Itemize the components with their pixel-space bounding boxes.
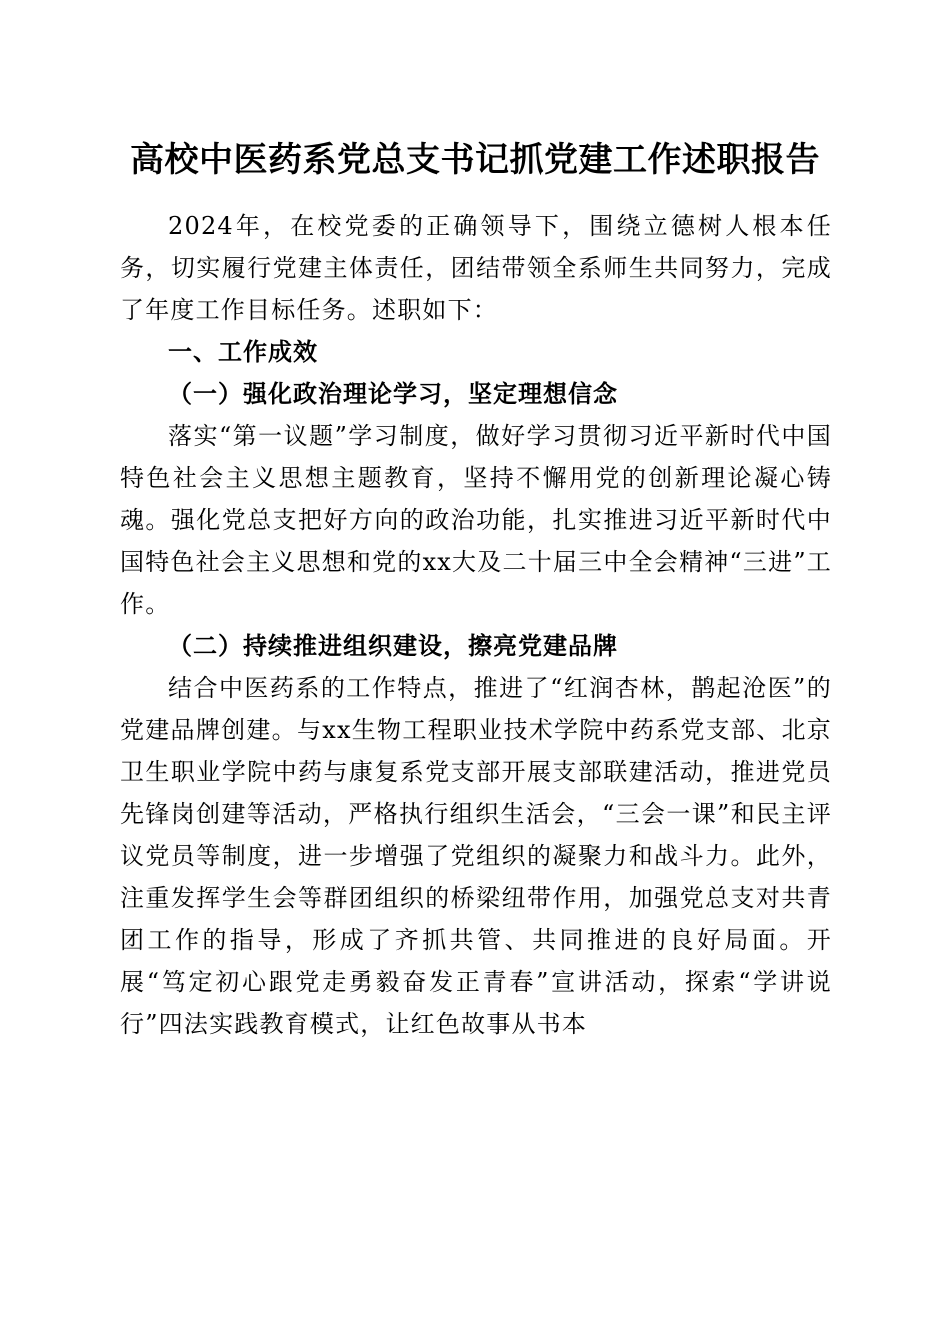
document-body: [120, 205, 832, 1045]
paragraph-organization-building: 结合中医药系的工作特点，推进了“红润杏林，鹊起沧医”的党建品牌创建。与xx生物工程职业技术学院中药系党支部、北京卫生职业学院中药与康复系党支部开展支部联建活动，推进党员先锋岗创建等活动，严格执行组织生活会，“三会一课”和民主评议党员等制度，进一步增强了党组织的凝聚力和战斗力。此外，注重发挥学生会等群团组织的桥梁纽带作用，加强党总支对共青团工作的指导，形成了齐抓共管、共同推进的良好局面。开展“笃定初心跟党走勇毅奋发正青春”宣讲活动，探索“学讲说行”四法实践教育模式，让红色故事从书本: [120, 674, 832, 1038]
subsection-heading-political-study: （一）强化政治理论学习，坚定理想信念: [168, 379, 618, 408]
document-title: 高校中医药系党总支书记抓党建工作述职报告: [130, 140, 820, 180]
subsection-heading-organization-building: （二）持续推进组织建设，擦亮党建品牌: [168, 631, 618, 660]
section-heading-work-results: 一、工作成效: [168, 338, 318, 366]
paragraph-political-study: 落实“第一议题”学习制度，做好学习贯彻习近平新时代中国特色社会主义思想主题教育，坚持不懈用党的创新理论凝心铸魂。强化党总支把好方向的政治功能，扎实推进习近平新时代中国特色社会主义思想和党的xx大及二十届三中全会精神“三进”工作。: [120, 422, 832, 618]
intro-paragraph: 2024年，在校党委的正确领导下，围绕立德树人根本任务，切实履行党建主体责任，团结带领全系师生共同努力，完成了年度工作目标任务。述职如下：: [120, 212, 832, 324]
